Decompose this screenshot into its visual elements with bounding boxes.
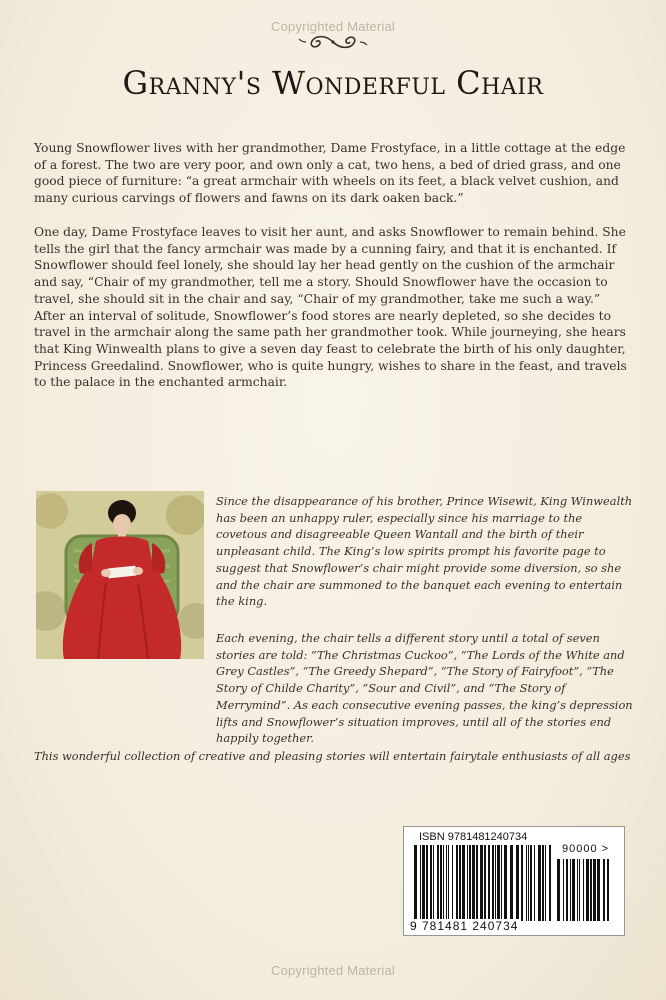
price-code-arrow: >	[601, 843, 610, 855]
barcode-bar	[469, 845, 471, 921]
barcode-bar	[462, 845, 465, 921]
barcode-bar	[549, 845, 551, 921]
barcode-bar	[456, 845, 458, 921]
barcode-bar	[566, 859, 568, 921]
barcode-bar	[510, 845, 513, 921]
price-code-value: 90000	[562, 843, 598, 855]
closing-paragraph: This wonderful collection of creative and pleasing stories will entertain fairytale enthusiasts of all ages	[34, 749, 631, 763]
barcode-bar	[452, 845, 453, 921]
barcode-bar	[530, 845, 532, 921]
barcode-bar	[516, 845, 519, 921]
barcode-bar	[607, 859, 609, 921]
barcode-bar	[570, 859, 571, 921]
copyright-watermark-top: Copyrighted Material	[271, 19, 395, 34]
barcode-bar	[476, 845, 478, 921]
isbn-barcode	[403, 826, 625, 936]
barcode-bar	[557, 859, 560, 921]
synopsis-paragraph-2: One day, Dame Frostyface leaves to visit her aunt, and asks Snowflower to remain behind. She tells the girl that the fancy armchair was made by a cunning fairy, and that it is enchanted. If Snowflower should feel lonely, she should lay her head gently on the cushion of the armchair and say, “Chair of my grandmother, tell me a story. Should Snowflower have the occasion to travel, she should sit in the chair and say, “Chair of my grandmother, take me such a way.” After an interval of solitude, Snowflower’s food stores are nearly depleted, so she decides to travel in the armchair along the same path her grandmother took. While journeying, she hears that King Winwealth plans to give a seven day feast to celebrate the birth of his only daughter, Princess Greedalind. Snowflower, who is quite hungry, wishes to share in the feast, and travels to the palace in the enchanted armchair.	[34, 225, 627, 390]
barcode-bar	[572, 859, 575, 921]
barcode-bar	[459, 845, 461, 921]
barcode-bar	[577, 859, 578, 921]
barcode-bar	[590, 859, 592, 921]
barcode-bar	[430, 845, 432, 921]
barcode-bar	[497, 845, 500, 921]
synopsis-paragraph-1: Young Snowflower lives with her grandmother, Dame Frostyface, in a little cottage at the edge of a forest. The two are very poor, and own only a cat, two hens, a bed of dried grass, and one good piece of furniture: “a great armchair with wheels on its feet, a black velvet cushion, and many curious carvings of flowers and fawns on its dark oaken back.”	[34, 141, 626, 206]
barcode-bar	[579, 859, 580, 921]
barcode-bar	[538, 845, 541, 921]
barcode-bar	[448, 845, 449, 921]
barcode-bar	[446, 845, 447, 921]
barcode-bar	[480, 845, 483, 921]
isbn-label: ISBN 9781481240734	[419, 831, 528, 843]
copyright-watermark-bottom: Copyrighted Material	[271, 963, 395, 978]
barcode-bar	[426, 845, 428, 921]
barcode-bar	[534, 845, 535, 921]
barcode-bar	[472, 845, 475, 921]
barcode-bar	[440, 845, 442, 921]
barcode-bar	[433, 845, 434, 921]
barcode-bar	[488, 845, 490, 921]
barcode-bar	[542, 845, 544, 921]
barcode-bar	[563, 859, 564, 921]
isbn-digits: 9 781481 240734	[410, 919, 519, 933]
girl-in-red-dress-on-green-chair-illustration	[36, 491, 204, 659]
barcode-bar	[443, 845, 444, 921]
barcode-bar	[586, 859, 589, 921]
barcode-bar	[422, 845, 425, 921]
barcode-bar	[521, 845, 523, 921]
barcode-main-bars	[414, 845, 552, 921]
barcode-bar	[467, 845, 468, 921]
barcode-bar	[420, 845, 421, 921]
barcode-bar	[526, 845, 527, 921]
story-paragraph-3: Since the disappearance of his brother, Prince Wisewit, King Winwealth has been an unhappy ruler, especially since his marriage to the covetous and disagreeable Queen Wantall and the birth of their unpleasant child. The King’s low spirits prompt his favorite page to suggest that Snowflower’s chair might provide some diversion, so she and the chair are summoned to the banquet each evening to entertain the king.	[216, 494, 633, 609]
barcode-bar	[583, 859, 584, 921]
book-title: Granny's Wonderful Chair	[122, 64, 544, 102]
flourish-ornament-icon	[298, 33, 368, 51]
barcode-bar	[597, 859, 600, 921]
price-code	[562, 843, 609, 855]
barcode-bar	[484, 845, 486, 921]
barcode-addon-bars	[557, 859, 611, 921]
story-paragraph-4: Each evening, the chair tells a different story until a total of seven stories are told: “The Christmas Cuckoo”, “The Lords of the White and Grey Castles”, “The Greedy Shepard”, “The Story of Fairyfoot”, “The Story of Childe Charity”, “Sour and Civil”, and “The Story of Merrymind”. As each consecutive evening passes, the king’s depression lifts and Snowflower’s situation improves, until all of the stories end happily together.	[216, 631, 633, 746]
barcode-bar	[593, 859, 596, 921]
barcode-bar	[504, 845, 507, 921]
barcode-bar	[603, 859, 605, 921]
barcode-bar	[528, 845, 529, 921]
barcode-bar	[492, 845, 494, 921]
barcode-bar	[545, 845, 546, 921]
barcode-bar	[437, 845, 439, 921]
barcode-bar	[495, 845, 496, 921]
barcode-bar	[414, 845, 417, 921]
barcode-bar	[501, 845, 502, 921]
